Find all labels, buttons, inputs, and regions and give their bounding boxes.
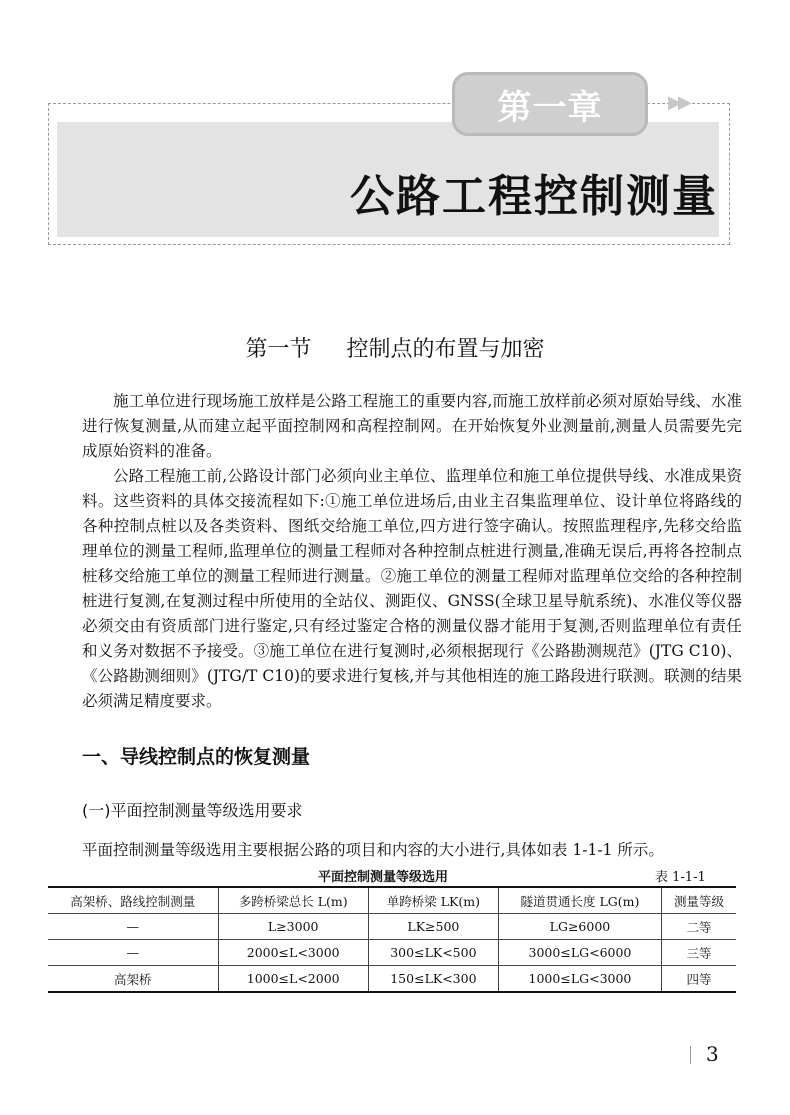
table-cell: 3000≤LG<6000: [499, 940, 662, 966]
table-cell: 1000≤L<2000: [218, 966, 368, 993]
paragraph: 公路工程施工前,公路设计部门必须向业主单位、监理单位和施工单位提供导线、水准成果资料。这些资料的具体交接流程如下:①施工单位进场后,由业主召集监理单位、设计单位将路线的各种控制点桩以及各类资料、图纸交给施工单位,四方进行签字确认。按照监理程序,先移交给监理单位的测量工程师,监理单位的测量工程师对各种控制点桩进行测量,准确无误后,再将各控制点桩移交给施工单位的测量工程师进行测量。②施工单位的测量工程师对监理单位交给的各种控制桩进行复测,在复测过程中所使用的全站仪、测距仪、GNSS(全球卫星导航系统)、水准仪等仪器必须交由有资质部门进行鉴定,只有经过鉴定合格的测量仪器才能用于复测,否则监理单位有责任和义务对数据不予接受。③施工单位在进行复测时,必须根据现行《公路勘测规范》(JTG C10)、《公路勘测细则》(JTG/T C10)的要求进行复核,并与其他相连的施工路段进行联测。联测的结果必须满足精度要求。: [82, 467, 742, 710]
table-cell: 2000≤L<3000: [218, 940, 368, 966]
heading-level-2: (一)平面控制测量等级选用要求: [82, 801, 303, 820]
double-arrow-icon: ▶▶: [668, 92, 688, 113]
section-title: [0, 332, 790, 363]
table-intro-text: 平面控制测量等级选用主要根据公路的项目和内容的大小进行,具体如表 1-1-1 所示。: [82, 841, 664, 859]
body-text: [82, 389, 742, 714]
table-cell: 高架桥: [48, 966, 218, 993]
table-header-cell: 单跨桥梁 LK(m): [368, 887, 498, 914]
table-cell: 150≤LK<300: [368, 966, 498, 993]
table-row: [48, 966, 736, 993]
table-cell: 300≤LK<500: [368, 940, 498, 966]
chapter-label: 第一章: [452, 72, 648, 136]
section-number: 第一节: [245, 337, 312, 362]
table-cell: LG≥6000: [499, 914, 662, 940]
table-row: [48, 914, 736, 940]
page-number-divider: [690, 1046, 691, 1064]
table-row: [48, 940, 736, 966]
section-name: 控制点的布置与加密: [346, 337, 545, 362]
table-header-cell: 高架桥、路线控制测量: [48, 887, 218, 914]
table-cell: 1000≤LG<3000: [499, 966, 662, 993]
table-number: 表 1-1-1: [655, 870, 706, 885]
table-cell: 三等: [661, 940, 736, 966]
table-header-cell: 多跨桥梁总长 L(m): [218, 887, 368, 914]
table-caption: 平面控制测量等级选用: [318, 870, 449, 885]
chapter-title: 公路工程控制测量: [350, 171, 718, 222]
table-header-cell: 隧道贯通长度 LG(m): [499, 887, 662, 914]
table-cell: 二等: [661, 914, 736, 940]
table-cell: —: [48, 940, 218, 966]
table-header-row: [48, 887, 736, 914]
table-cell: LK≥500: [368, 914, 498, 940]
measurement-level-table: [48, 886, 736, 993]
paragraph: 施工单位进行现场施工放样是公路工程施工的重要内容,而施工放样前必须对原始导线、水准进行恢复测量,从而建立起平面控制网和高程控制网。在开始恢复外业测量前,测量人员需要先完成原始资料的准备。: [82, 392, 742, 460]
table-cell: —: [48, 914, 218, 940]
page-number: 3: [706, 1042, 719, 1066]
table-cell: 四等: [661, 966, 736, 993]
table-cell: L≥3000: [218, 914, 368, 940]
table-header-cell: 测量等级: [661, 887, 736, 914]
heading-level-1: 一、导线控制点的恢复测量: [82, 746, 311, 768]
